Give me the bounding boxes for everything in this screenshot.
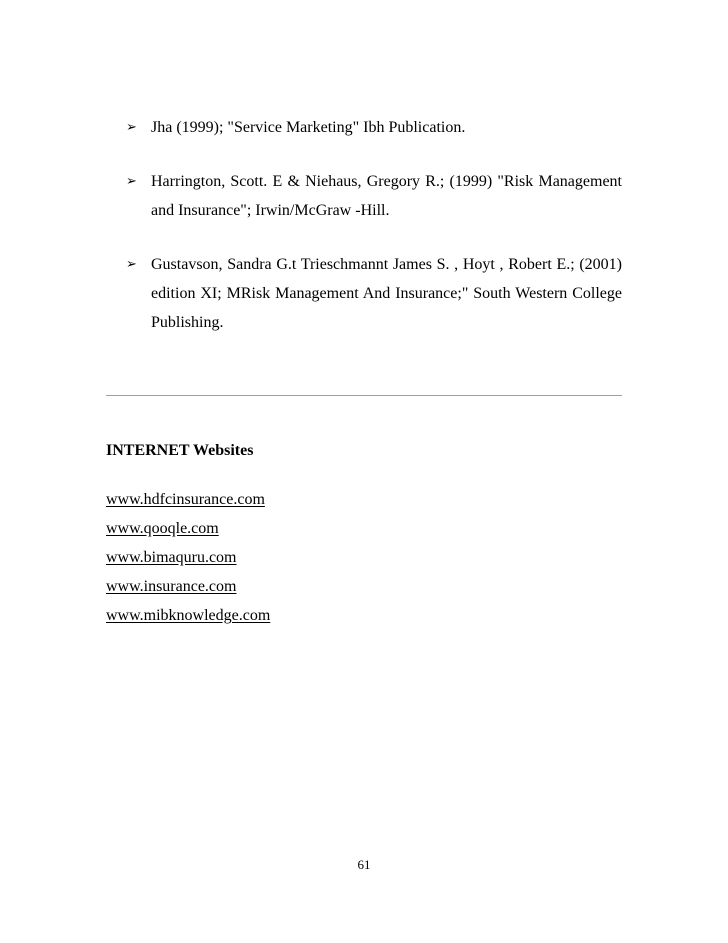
reference-item: [126, 167, 622, 225]
reference-text: Jha (1999); "Service Marketing" Ibh Publication.: [151, 119, 466, 136]
website-list-item: [106, 485, 270, 514]
website-link[interactable]: www.qooqle.com: [106, 520, 219, 537]
section-divider: [106, 395, 622, 396]
website-link[interactable]: www.bimaquru.com: [106, 549, 237, 566]
website-list-item: [106, 543, 270, 572]
website-link-list: [106, 485, 270, 630]
reference-item: [126, 113, 622, 142]
website-list-item: [106, 514, 270, 543]
reference-text: Gustavson, Sandra G.t Trieschmannt James S. , Hoyt , Robert E.; (2001) edition XI; MRisk Management And Insurance;" South Western College Publishing.: [151, 256, 622, 331]
arrowhead-bullet-icon: ➢: [126, 174, 137, 189]
page-number: [0, 856, 728, 874]
internet-websites-heading: INTERNET Websites: [106, 442, 254, 459]
page-number-text: 61: [357, 857, 371, 872]
reference-text: Harrington, Scott. E & Niehaus, Gregory R.; (1999) "Risk Management and Insurance"; Irwin/McGraw -Hill.: [151, 173, 622, 219]
website-list-item: [106, 572, 270, 601]
arrowhead-bullet-icon: ➢: [126, 257, 137, 272]
website-link[interactable]: www.insurance.com: [106, 578, 237, 595]
website-link[interactable]: www.mibknowledge.com: [106, 607, 271, 624]
arrowhead-bullet-icon: ➢: [126, 120, 137, 135]
website-list-item: [106, 601, 270, 630]
website-link[interactable]: www.hdfcinsurance.com: [106, 491, 265, 508]
reference-list: [126, 113, 622, 362]
reference-item: [126, 250, 622, 337]
